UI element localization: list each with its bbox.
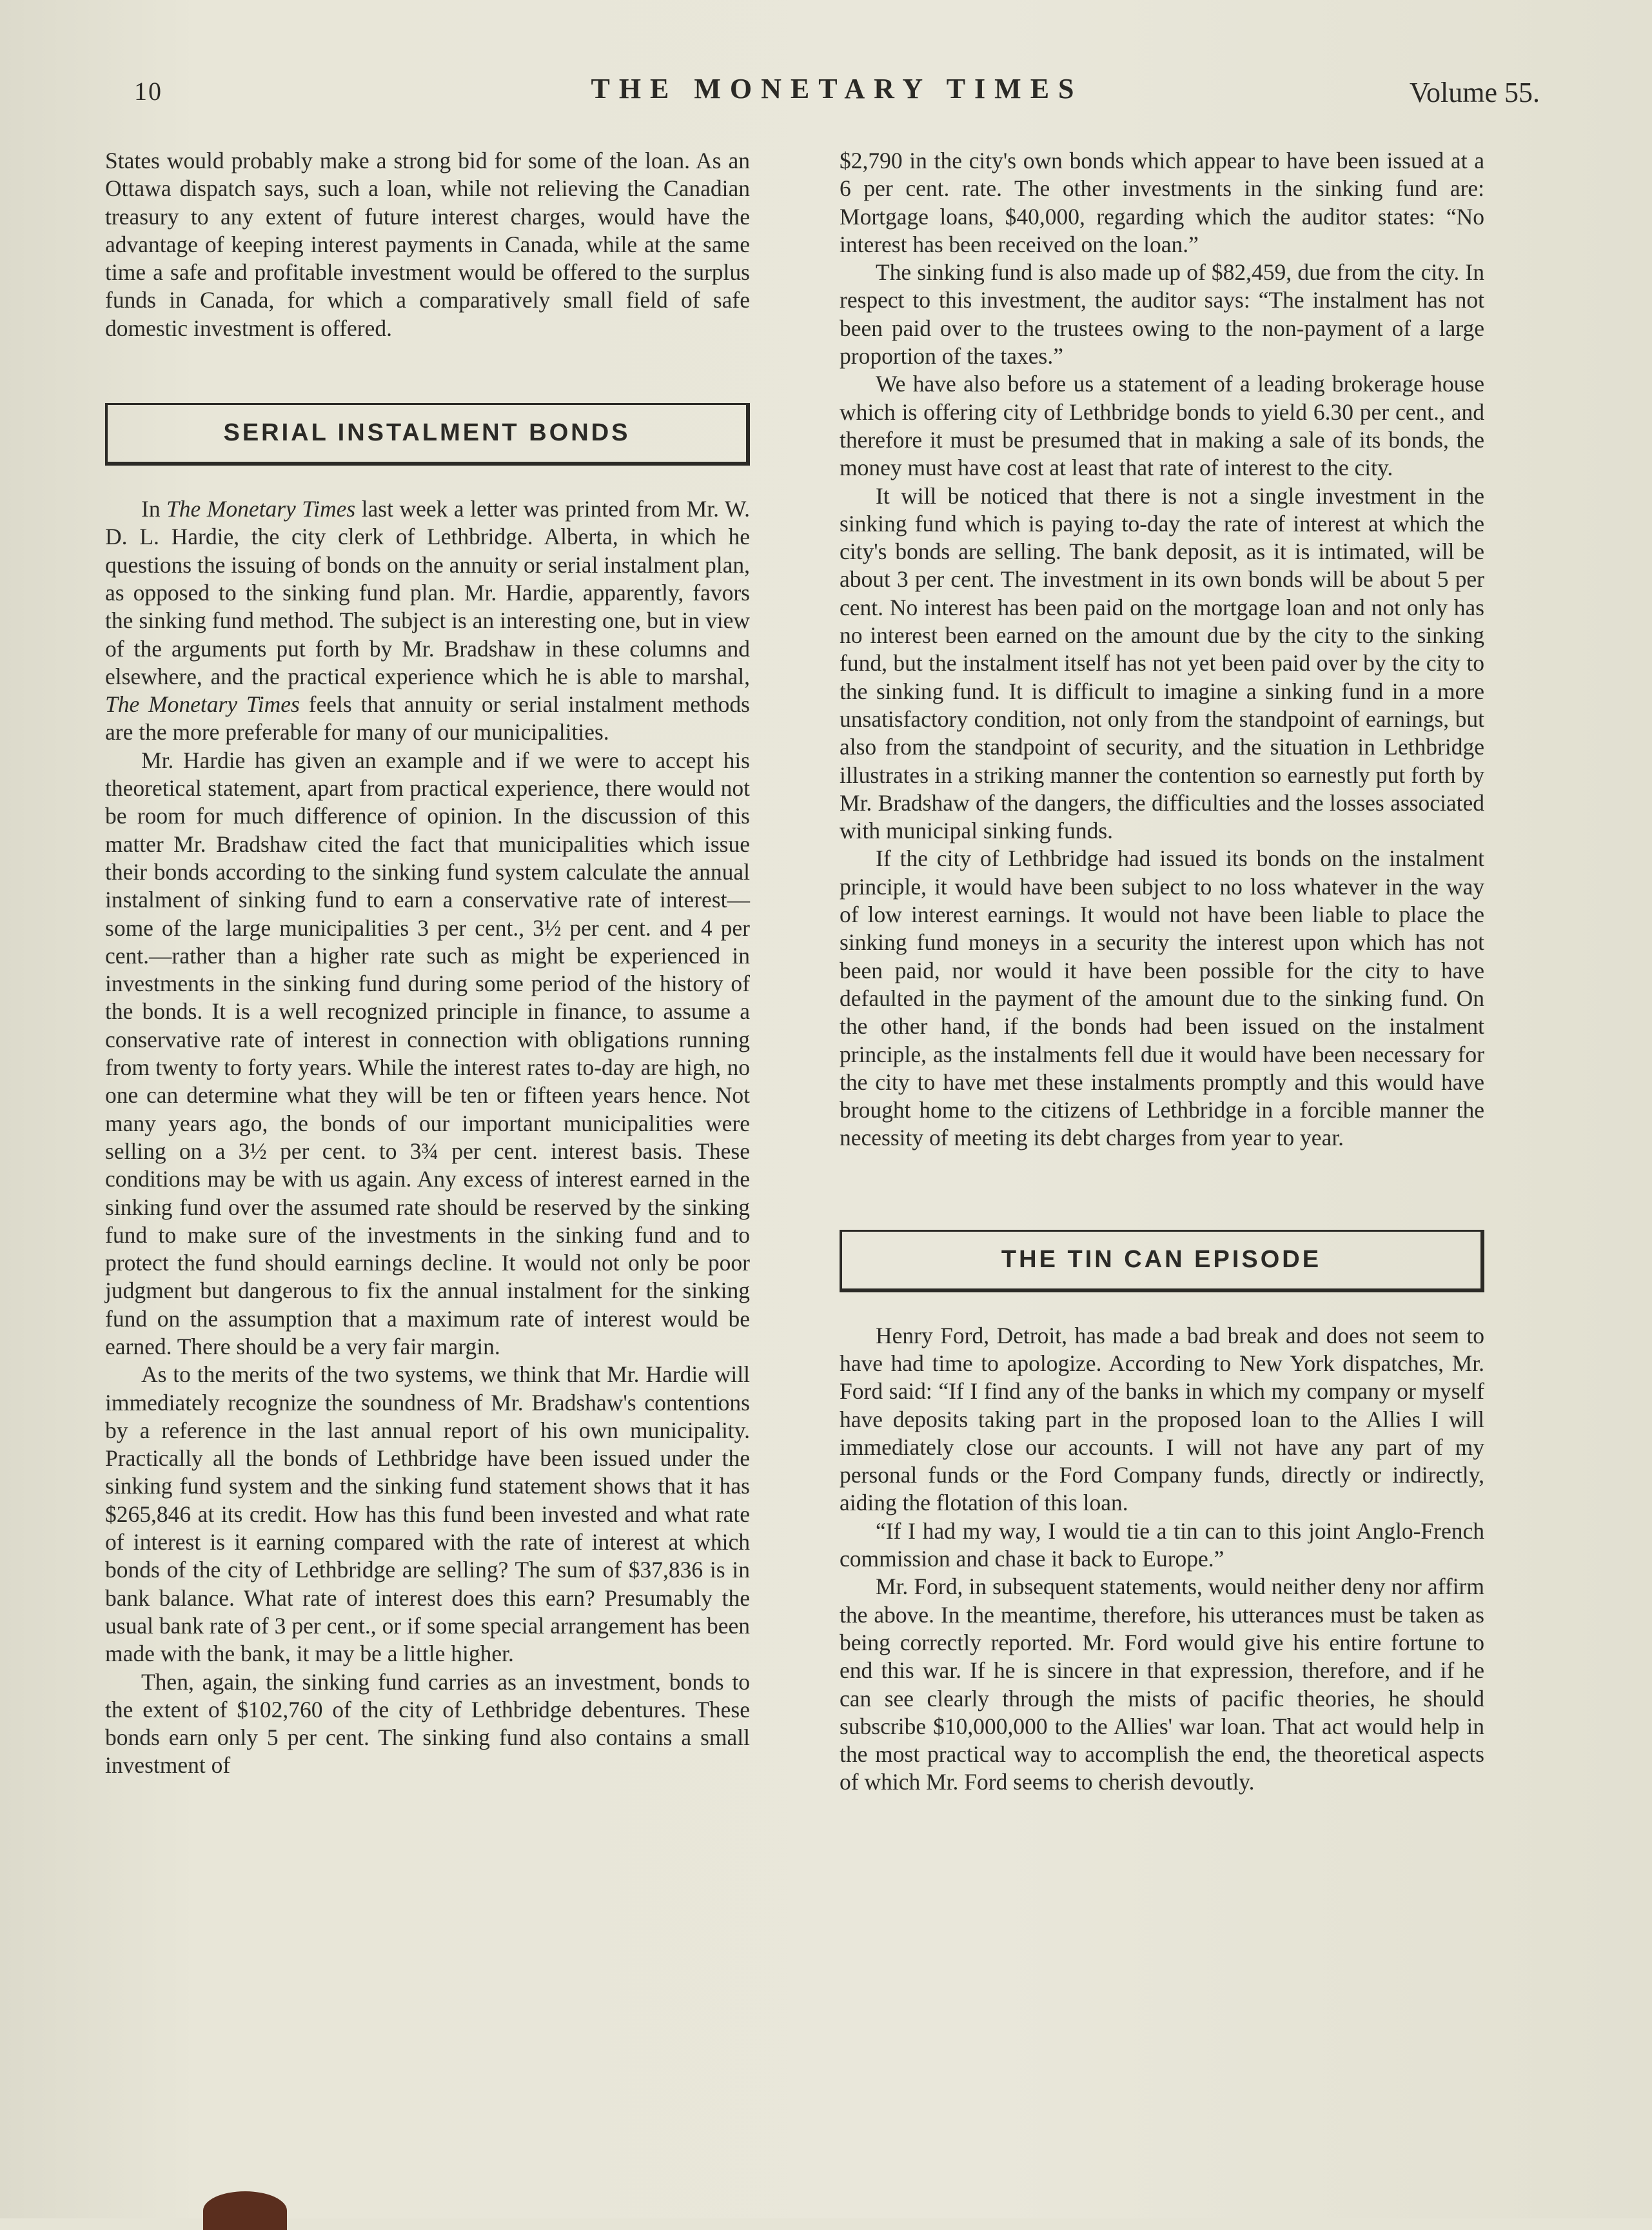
article-paragraph: “If I had my way, I would tie a tin can to this joint Anglo-French commission and chase it back to Europe.”	[840, 1517, 1484, 1572]
section-heading-tin-can-episode	[840, 1230, 1484, 1292]
publication-name: The Monetary Times	[105, 691, 300, 718]
scanner-thumb	[203, 2191, 287, 2230]
article-paragraph: Then, again, the sinking fund carries as an investment, bonds to the extent of $102,760 of the city of Lethbridge debentures. These bonds earn only 5 per cent. The sinking fund also contains a small investment of	[105, 1668, 750, 1779]
section-title: SERIAL INSTALMENT BONDS	[223, 419, 631, 447]
section-heading-serial-instalment-bonds	[105, 403, 750, 466]
article-paragraph: As to the merits of the two systems, we think that Mr. Hardie will immediately recognize the soundness of Mr. Bradshaw's contentions by a reference in the last annual report of his own municipality. Practically all the bonds of Lethbridge have been issued under the sinking fund system and the sinking fund statement shows that it has $265,846 at its credit. How has this fund been invested and what rate of interest is it earning compared with the rate of interest at which bonds of the city of Lethbridge are selling? The sum of $37,836 is in bank balance. What rate of interest does this earn? Presumably the usual bank rate of 3 per cent., or if some special arrangement has been made with the bank, it may be a little higher.	[105, 1361, 750, 1667]
article-paragraph: If the city of Lethbridge had issued its bonds on the instalment principle, it would have been subject to no loss whatever in the way of low interest earnings. It would not have been liable to place the sinking fund moneys in a security the interest upon which has not been paid, nor would it have been possible for the city to have defaulted in the payment of the amount due to the sinking fund. On the other hand, if the bonds had been issued on the instalment principle, as the instalments fell due it would have been necessary for the city to have met these instalments promptly and this would have brought home to the citizens of Lethbridge in a forcible manner the necessity of meeting its debt charges from year to year.	[840, 845, 1484, 1151]
article-paragraph: $2,790 in the city's own bonds which appear to have been issued at a 6 per cent. rate. The other investments in the sinking fund are: Mortgage loans, $40,000, regarding which the auditor states: “No interest has been received on the loan.”	[840, 148, 1484, 257]
volume-label: Volume 55.	[1409, 77, 1540, 108]
article-paragraph: Henry Ford, Detroit, has made a bad break and does not seem to have had time to apologize. According to New York dispatches, Mr. Ford said: “If I find any of the banks in which my company or myself have deposits taking part in the proposed loan to the Allies I will immediately close our accounts. I will not have any part of my personal funds or the Ford Company funds, directly or indirectly, aiding the flotation of this loan.	[840, 1322, 1484, 1516]
running-header	[134, 72, 1540, 117]
journal-title: THE MONETARY TIMES	[591, 73, 1083, 104]
section-title: THE TIN CAN EPISODE	[1001, 1246, 1322, 1274]
article-paragraph: In The Monetary Times last week a letter was printed from Mr. W. D. L. Hardie, the city clerk of Lethbridge. Alberta, in which he questions the issuing of bonds on the annuity or serial instalment plan, as opposed to the sinking fund plan. Mr. Hardie, apparently, favors the sinking fund method. The subject is an interesting one, but in view of the arguments put forth by Mr. Bradshaw in these columns and elsewhere, and the practical experience which he is able to marshal, The Monetary Times feels that annuity or serial instalment methods are the more preferable for many of our municipalities.	[105, 496, 750, 745]
left-column	[105, 147, 750, 1780]
article-paragraph: It will be noticed that there is not a single investment in the sinking fund which is paying to-day the rate of interest at which the city's bonds are selling. The bank deposit, as it is intimated, will be about 3 per cent. The investment in its own bonds will be about 5 per cent. No interest has been paid on the mortgage loan and not only has no interest been earned on the amount due by the city to the sinking fund, but the instalment itself has not yet been paid over by the city to the sinking fund. It is difficult to imagine a sinking fund in a more unsatisfactory condition, not only from the standpoint of earnings, but also from the standpoint of security, and the situation in Lethbridge illustrates in a striking manner the contention so earnestly put forth by Mr. Bradshaw of the dangers, the difficulties and the losses associated with municipal sinking funds.	[840, 482, 1484, 844]
publication-name: The Monetary Times	[166, 496, 356, 522]
page-number: 10	[134, 77, 162, 106]
article-paragraph: Mr. Ford, in subsequent statements, would neither deny nor affirm the above. In the meantime, therefore, his utterances must be taken as being correctly reported. Mr. Ford would give his entire fortune to end this war. If he is sincere in that expression, therefore, and if he can see clearly through the mists of pacific theories, he should subscribe $10,000,000 to the Allies' war loan. That act would help in the most practical way to accomplish the end, the theoretical aspects of which Mr. Ford seems to cherish devoutly.	[840, 1574, 1484, 1795]
right-column	[840, 147, 1484, 1797]
article-paragraph: We have also before us a statement of a leading brokerage house which is offering city of Lethbridge bonds to yield 6.30 per cent., and therefore it must be presumed that in making a sale of its bonds, the money must have cost at least that rate of interest to the city.	[840, 371, 1484, 481]
intro-paragraph: States would probably make a strong bid for some of the loan. As an Ottawa dispatch says, such a loan, while not relieving the Canadian treasury to any extent of future interest charges, would have the advantage of keeping interest payments in Canada, while at the same time a safe and profitable investment would be offered to the surplus funds in Canada, for which a comparatively small field of safe domestic investment is offered.	[105, 148, 750, 341]
article-paragraph: The sinking fund is also made up of $82,459, due from the city. In respect to this investment, the auditor says: “The instalment has not been paid over to the trustees owing to the non-payment of a large proportion of the taxes.”	[840, 259, 1484, 370]
article-paragraph: Mr. Hardie has given an example and if we were to accept his theoretical statement, apart from practical experience, there would not be room for much difference of opinion. In the discussion of this matter Mr. Bradshaw cited the fact that municipalities which issue their bonds according to the sinking fund system calculate the annual instalment of sinking fund to earn a conservative rate of interest—some of the large municipalities 3 per cent., 3½ per cent. and 4 per cent.—rather than a higher rate such as might be experienced in investments in the sinking fund during some period of the history of the bonds. It is a well recognized principle in finance, to assume a conservative rate of interest in connection with obligations running from twenty to forty years. While the interest rates to-day are high, no one can determine what they will be ten or fifteen years hence. Not many years ago, the bonds of our important municipalities were selling on a 3½ per cent. to 3¾ per cent. interest basis. These conditions may be with us again. Any excess of interest earned in the sinking fund over the assumed rate should be reserved by the sinking fund to make sure of the investments in the sinking fund and to protect the fund should earnings decline. It would not only be poor judgment but dangerous to fix the annual instalment for the sinking fund on the assumption that a maximum rate of interest would be earned. There should be a very fair margin.	[105, 747, 750, 1359]
